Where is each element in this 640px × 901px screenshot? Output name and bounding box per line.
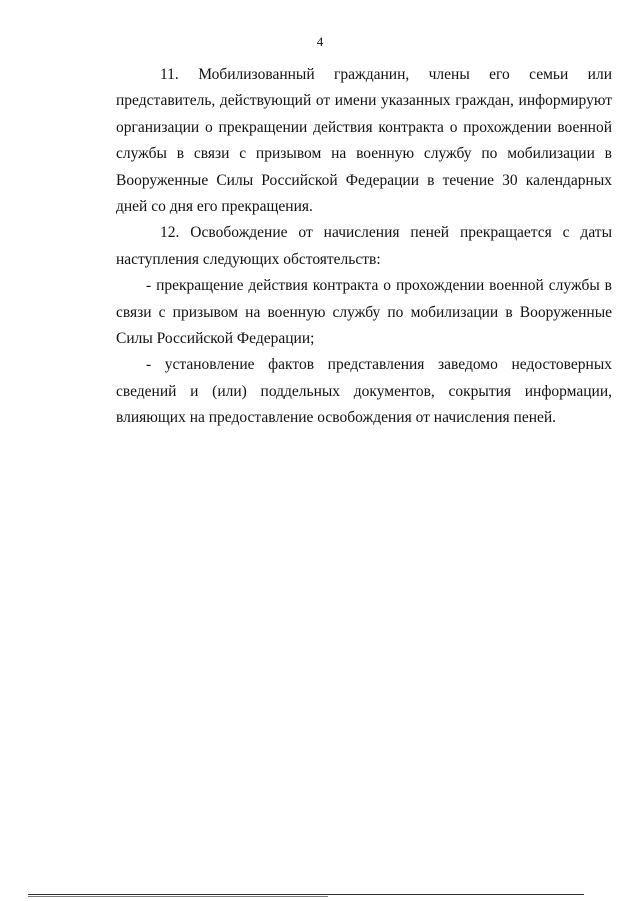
paragraph-12: 12. Освобождение от начисления пеней прекращается с даты наступления следующих обстоятельств: <box>116 224 612 268</box>
document-body <box>116 62 612 432</box>
bottom-scan-edge-shadow <box>28 896 328 897</box>
bottom-scan-edge <box>28 894 584 895</box>
paragraph-11: 11. Мобилизованный гражданин, члены его семьи или представитель, действующий от имени указанных граждан, информируют организации о прекращении действия контракта о прохождении военной службы в связи с призывом на военную службу по мобилизации в Вооруженные Силы Российской Федерации в течение 30 календарных дней со дня его прекращения. <box>116 66 612 216</box>
page-number: 4 <box>316 34 324 49</box>
list-item-contract-termination: - прекращение действия контракта о прохождении военной службы в связи с призывом на военную службу по мобилизации в Вооруженные Силы Российской Федерации; <box>116 277 612 348</box>
list-item-false-information: - установление фактов представления заведомо недостоверных сведений и (или) поддельных документов, сокрытия информации, влияющих на предоставление освобождения от начисления пеней. <box>116 356 612 427</box>
